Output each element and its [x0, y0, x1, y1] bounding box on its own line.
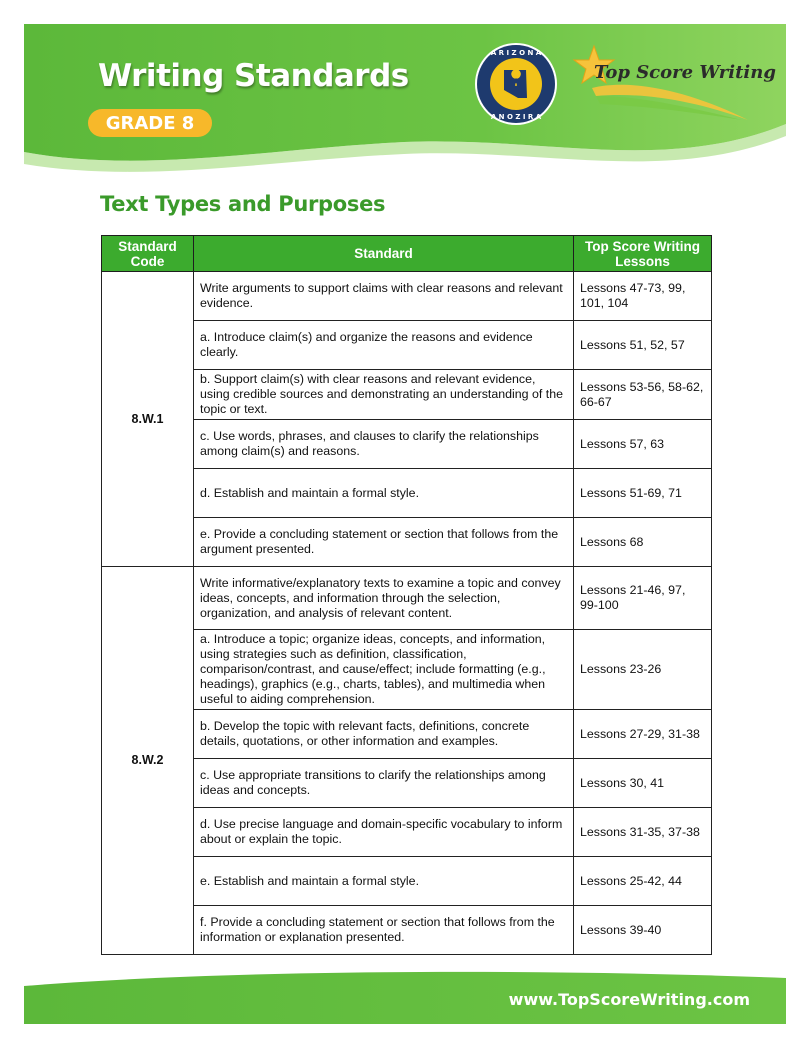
grade-badge: GRADE 8 — [88, 109, 212, 137]
standard-cell: c. Use appropriate transitions to clarify the relationships among ideas and concepts. — [194, 759, 574, 808]
standard-cell: Write arguments to support claims with clear reasons and relevant evidence. — [194, 272, 574, 321]
lessons-cell: Lessons 47-73, 99, 101, 104 — [574, 272, 712, 321]
standard-cell: d. Establish and maintain a formal style. — [194, 469, 574, 518]
lessons-cell: Lessons 21-46, 97, 99-100 — [574, 567, 712, 630]
table-row — [102, 906, 712, 955]
lessons-cell: Lessons 53-56, 58-62, 66-67 — [574, 370, 712, 420]
standard-cell: f. Provide a concluding statement or section that follows from the information or explanation presented. — [194, 906, 574, 955]
standard-cell: d. Use precise language and domain-specific vocabulary to inform about or explain the topic. — [194, 808, 574, 857]
table-header-row — [102, 236, 712, 272]
header-lessons: Top Score Writing Lessons — [574, 236, 712, 272]
standards-table — [101, 235, 712, 955]
section-title: Text Types and Purposes — [100, 192, 386, 216]
lessons-cell: Lessons 68 — [574, 518, 712, 567]
website-link[interactable]: www.TopScoreWriting.com — [508, 990, 750, 1009]
lessons-cell: Lessons 31-35, 37-38 — [574, 808, 712, 857]
table-row — [102, 759, 712, 808]
standard-cell: e. Provide a concluding statement or section that follows from the argument presented. — [194, 518, 574, 567]
standard-cell: a. Introduce a topic; organize ideas, concepts, and information, using strategies such as definition, classification, comparison/contrast, and cause/effect; include formatting (e.g., headings), graphics (e.g., charts, tables), and multimedia when useful to aiding comprehension. — [194, 630, 574, 710]
lessons-cell: Lessons 27-29, 31-38 — [574, 710, 712, 759]
standard-cell: c. Use words, phrases, and clauses to clarify the relationships among claim(s) and reasons. — [194, 420, 574, 469]
table-row — [102, 518, 712, 567]
arizona-seal-icon — [474, 42, 558, 126]
table-row — [102, 370, 712, 420]
lessons-cell: Lessons 39-40 — [574, 906, 712, 955]
table-row — [102, 469, 712, 518]
header-standard-code: Standard Code — [102, 236, 194, 272]
lessons-cell: Lessons 25-42, 44 — [574, 857, 712, 906]
header-standard: Standard — [194, 236, 574, 272]
brand-name: Top Score Writing — [594, 62, 776, 83]
table-row — [102, 321, 712, 370]
table-row — [102, 710, 712, 759]
table-row — [102, 857, 712, 906]
page-title: Writing Standards — [98, 58, 409, 94]
table-row — [102, 808, 712, 857]
lessons-cell: Lessons 51, 52, 57 — [574, 321, 712, 370]
standard-cell: b. Support claim(s) with clear reasons and relevant evidence, using credible sources and demonstrating an understanding of the topic or text. — [194, 370, 574, 420]
standard-cell: a. Introduce claim(s) and organize the reasons and evidence clearly. — [194, 321, 574, 370]
worksheet-page — [24, 24, 786, 1024]
lessons-cell: Lessons 51-69, 71 — [574, 469, 712, 518]
standard-code-cell: 8.W.1 — [102, 272, 194, 567]
lessons-cell: Lessons 30, 41 — [574, 759, 712, 808]
table-row — [102, 567, 712, 630]
table-row — [102, 420, 712, 469]
table-row — [102, 272, 712, 321]
lessons-cell: Lessons 57, 63 — [574, 420, 712, 469]
lessons-cell: Lessons 23-26 — [574, 630, 712, 710]
svg-text:A N O Z I R A: A N O Z I R A — [490, 113, 542, 121]
standard-code-cell: 8.W.2 — [102, 567, 194, 955]
standard-cell: Write informative/explanatory texts to examine a topic and convey ideas, concepts, and information through the selection, organization, and analysis of relevant content. — [194, 567, 574, 630]
svg-text:A R I Z O N A: A R I Z O N A — [490, 49, 542, 57]
table-row — [102, 630, 712, 710]
standard-cell: b. Develop the topic with relevant facts, definitions, concrete details, quotations, or other information and examples. — [194, 710, 574, 759]
standard-cell: e. Establish and maintain a formal style. — [194, 857, 574, 906]
